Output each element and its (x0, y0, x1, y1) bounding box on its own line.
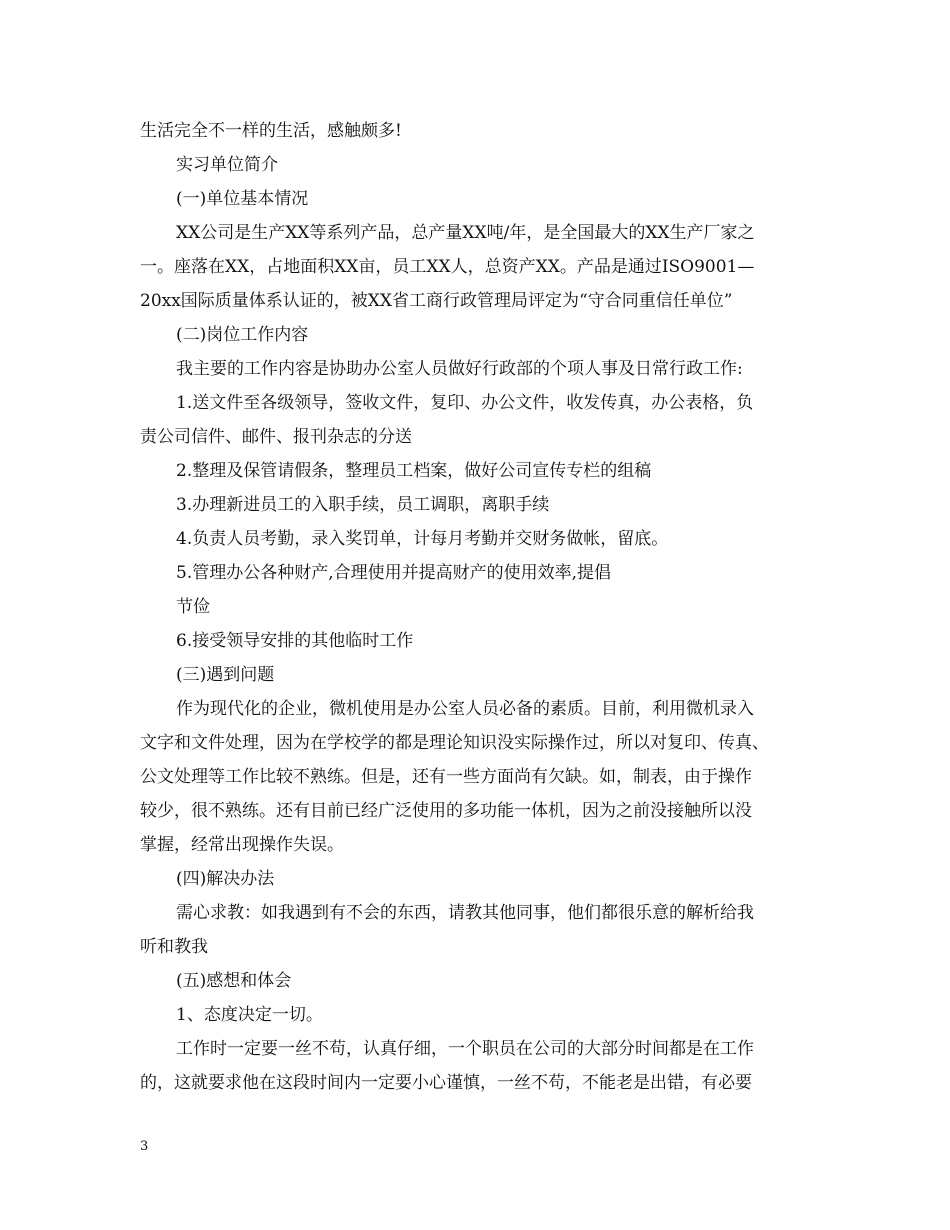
text-line: 需心求教：如我遇到有不会的东西，请教其他同事，他们都很乐意的解析给我 (176, 903, 754, 923)
text-line: 5.管理办公各种财产,合理使用并提高财产的使用效率,提倡 (176, 563, 612, 583)
text-line: 公文处理等工作比较不熟练。但是，还有一些方面尚有欠缺。如，制表，由于操作 (140, 767, 752, 787)
text-line: 实习单位简介 (176, 155, 278, 175)
text-line: 工作时一定要一丝不苟，认真仔细，一个职员在公司的大部分时间都是在工作 (176, 1039, 754, 1059)
text-line: 的，这就要求他在这段时间内一定要小心谨慎，一丝不苟，不能老是出错，有必要 (140, 1073, 752, 1093)
text-line: (一)单位基本情况 (176, 189, 309, 209)
text-line: 20xx国际质量体系认证的，被XX省工商行政管理局评定为“守合同重信任单位” (140, 291, 733, 311)
page-number: 3 (140, 1139, 149, 1154)
text-line: 节俭 (176, 597, 210, 617)
text-line: XX公司是生产XX等系列产品，总产量XX吨/年，是全国最大的XX生产厂家之 (176, 223, 755, 243)
text-line: 我主要的工作内容是协助办公室人员做好行政部的个项人事及日常行政工作: (176, 359, 743, 379)
text-line: 掌握，经常出现操作失误。 (140, 835, 344, 855)
text-line: 2.整理及保管请假条，整理员工档案，做好公司宣传专栏的组稿 (176, 461, 652, 481)
text-line: 1、态度决定一切。 (176, 1005, 323, 1025)
text-line: (五)感想和体会 (176, 971, 292, 991)
text-line: 文字和文件处理，因为在学校学的都是理论知识没实际操作过，所以对复印、传真、 (140, 733, 769, 753)
text-line: 责公司信件、邮件、报刊杂志的分送 (140, 427, 412, 447)
text-line: 作为现代化的企业，微机使用是办公室人员必备的素质。目前，利用微机录入 (176, 699, 754, 719)
text-line: 听和教我 (140, 937, 208, 957)
text-line: (二)岗位工作内容 (176, 325, 309, 345)
text-line: 生活完全不一样的生活，感触颇多! (140, 121, 402, 141)
text-line: 6.接受领导安排的其他临时工作 (176, 631, 414, 651)
text-line: 较少，很不熟练。还有目前已经广泛使用的多功能一体机，因为之前没接触所以没 (140, 801, 752, 821)
text-line: (四)解决办法 (176, 869, 275, 889)
text-line: 一。座落在XX，占地面积XX亩，员工XX人，总资产XX。产品是通过ISO9001— (140, 257, 755, 277)
text-line: 4.负责人员考勤，录入奖罚单，计每月考勤并交财务做帐，留底。 (176, 529, 669, 549)
text-line: (三)遇到问题 (176, 665, 275, 685)
text-line: 1.送文件至各级领导，签收文件，复印、办公文件，收发传真，办公表格，负 (176, 393, 754, 413)
document-body (140, 114, 812, 1100)
text-line: 3.办理新进员工的入职手续，员工调职，离职手续 (176, 495, 550, 515)
